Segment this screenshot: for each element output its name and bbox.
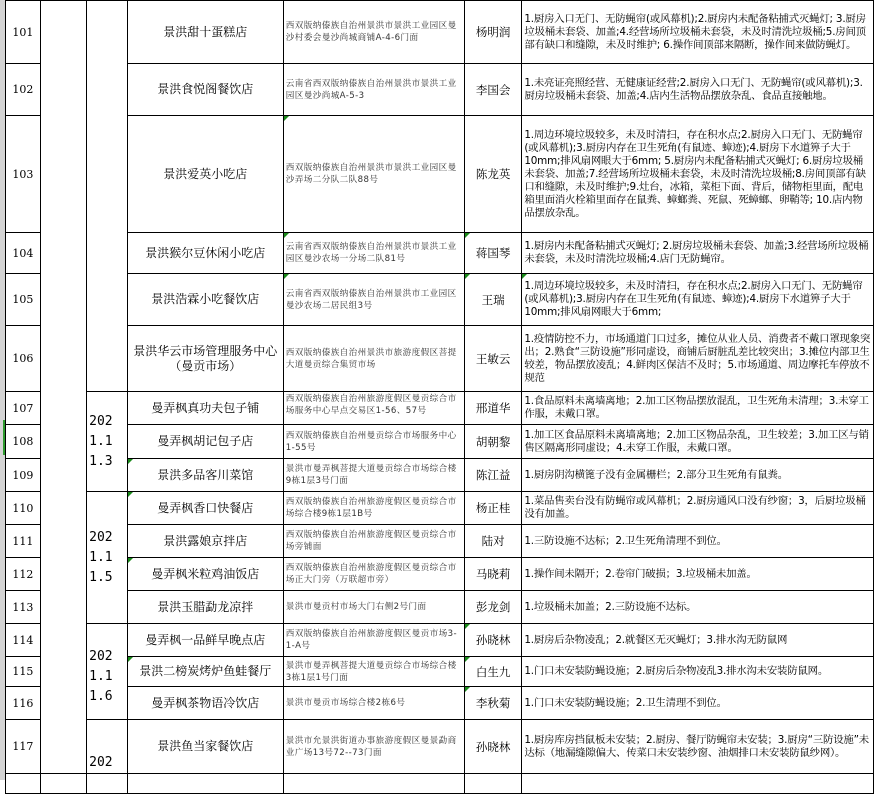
issues[interactable]: 1.周边环境垃圾较多，未及时清扫，存在积水点;2.厨房入口无门、无防蝇帘(或风幕机);3.厨房内存在卫生死角(有鼠迹、蟑迹);4.厨房下水道箅子大于10mm;排风扇网眼大于6mm; 5.厨房内未配备粘捕式灭蝇灯; 6.厨房垃圾桶未套袋、加盖;7.经营场所垃圾桶未套袋，未及时清洗垃圾桶;8.房间顶部有缺口和缝隙，未及时维护;9.灶台，冰箱，菜柜下面、背后，储物柜里面，配电箱里面消火栓箱里面存在鼠粪、蟑螂粪、死鼠、死蟑螂、卵鞘等; 10.店内物品摆放杂乱。 [522,116,874,233]
person-in-charge[interactable] [465,233,522,274]
address[interactable] [283,774,464,794]
person-text: 白生九 [475,664,511,679]
issues[interactable]: 1.厨房库房挡鼠板未安装；2.厨房、餐厅防蝇帘未安装；3.厨房“三防设施”未达标（地漏缝隙偏大、传菜口未安装纱窗、油烟排口未安装防鼠纱网）。 [522,720,874,774]
comment-marker-icon [522,274,527,279]
date-line: 1.3 [89,453,113,469]
issues[interactable]: 1.疫情防控不力，市场通道门口过多，摊位从业人员、消费者不戴口罩现象突出；2.熟食“三防设施”形同虚设，商铺后厨脏乱差比较突出；3.摊位内部卫生较差，物品摆放凌乱；4.鲜肉区保洁不及时；5.市场通道、周边摩托车停放不规范 [522,326,874,392]
issues[interactable] [522,274,874,326]
table-row [6,558,874,591]
business-name[interactable]: 景洪鱼当家餐饮店 [127,720,283,774]
person-text: 李秋菊 [475,696,511,710]
table-row [6,1,874,64]
business-name[interactable]: 景洪猴尔豆休闲小吃店 [127,233,283,274]
business-name[interactable]: 景洪爱英小吃店 [127,116,283,233]
address[interactable]: 西双版纳傣族自治州旅游度假区曼贡综合市场旁铺面 [283,525,464,558]
address[interactable] [283,274,464,326]
address-text: 云南省西双版纳傣族自治州景洪市景洪工业园区曼沙农场一分场二队81号 [285,242,457,264]
issues[interactable]: 1.垃圾桶未加盖；2.三防设施不达标。 [522,591,874,624]
date-line: 202 [89,755,113,770]
person-in-charge[interactable] [465,624,522,657]
blank-cell[interactable] [40,774,86,794]
business-name[interactable]: 曼弄枫胡记包子店 [127,425,283,459]
person-text: 蒋国琴 [475,246,511,260]
business-name[interactable]: 曼弄枫茶物语冷饮店 [127,687,283,720]
date-line: 1.1 [89,433,113,449]
issues[interactable]: 1.操作间未隔开；2.卷帘门破损；3.垃圾桶未加盖。 [522,558,874,591]
date-line: 202 [89,648,113,664]
table-row [6,492,874,525]
row-number[interactable]: 116 [6,687,41,720]
row-number[interactable] [6,774,41,794]
comment-marker-icon [128,657,133,662]
row-number[interactable]: 106 [6,326,41,392]
business-name[interactable] [127,492,283,525]
comment-marker-icon [128,492,133,497]
table-row [6,591,874,624]
row-number[interactable]: 108 [6,425,41,459]
table-row [6,657,874,687]
issues[interactable]: 1.菜品售卖台没有防蝇帘或风幕机；2.厨房通风口没有纱窗；3，后厨垃圾桶没有加盖。 [522,492,874,525]
table-row [6,459,874,492]
business-name-text: 景洪多品客川菜馆 [157,467,254,482]
person-in-charge[interactable] [465,774,522,794]
business-name[interactable]: 曼弄枫一品鲜早晚点店 [127,624,283,657]
person-in-charge[interactable]: 李国会 [465,64,522,116]
address[interactable]: 西双版纳傣族自治州曼贡综合市场服务中心1-55号 [283,425,464,459]
address[interactable] [283,116,464,233]
business-name[interactable]: 景洪玉腊勐龙凉拌 [127,591,283,624]
address[interactable]: 景洪市曼弄枫菩提大道曼贡综合市场综合楼3栋1层1号门面 [283,657,464,687]
person-in-charge[interactable] [465,687,522,720]
address[interactable]: 西双版纳傣族自治州旅游度假区曼贡综合市场正大门旁（万联超市旁） [283,558,464,591]
business-name[interactable] [127,657,283,687]
business-name-text: 曼弄枫米粒鸡油饭店 [151,566,260,581]
table-row [6,116,874,233]
comment-marker-icon [284,274,289,279]
address[interactable]: 景洪市曼贡村市场大门右侧2号门面 [283,591,464,624]
table-row [6,326,874,392]
inspection-table [5,0,874,794]
table-row [6,274,874,326]
person-in-charge[interactable]: 杨正桂 [465,492,522,525]
person-text: 孙晓林 [475,633,511,647]
issues[interactable]: 1.未亮证亮照经营、无健康证经营;2.厨房入口无门、无防蝇帘(或风幕机);3.厨房垃圾桶未套袋、加盖;4.店内生活物品摆放杂乱、食品直接触地。 [522,64,874,116]
table-row [6,64,874,116]
date-line: 202 [89,413,113,429]
inspection-date[interactable] [87,624,128,720]
person-in-charge[interactable]: 马晓莉 [465,558,522,591]
row-number[interactable]: 114 [6,624,41,657]
inspection-date[interactable] [87,392,128,492]
table-row [6,425,874,459]
issues[interactable]: 1.门口未安装防蝇设施；2.卫生清理不到位。 [522,687,874,720]
table-row [6,392,874,425]
row-number[interactable]: 117 [6,720,41,774]
business-name[interactable]: 景洪浩霖小吃餐饮店 [127,274,283,326]
inspection-date[interactable] [87,720,128,774]
comment-marker-icon [465,624,470,629]
comment-marker-icon [465,274,470,279]
row-number[interactable]: 112 [6,558,41,591]
row-number[interactable]: 107 [6,392,41,425]
address[interactable]: 西双版纳傣族自治州景洪市景洪工业园区曼沙村委会曼沙尚城商铺A-4-6门面 [283,1,464,64]
row-number[interactable]: 111 [6,525,41,558]
business-name-text: 曼弄枫香口快餐店 [157,500,254,515]
address-text: 西双版纳傣族自治州景洪市景洪工业园区曼沙弄场二分队二队88号 [285,163,457,185]
address[interactable]: 景洪市允景洪街道办事旅游度假区曼景勐商业广场13号72--73门面 [283,720,464,774]
comment-marker-icon [128,558,133,563]
row-number[interactable]: 102 [6,64,41,116]
address[interactable]: 西双版纳傣族自治州旅游度假区曼贡市场3-1-A号 [283,624,464,657]
address[interactable]: 西双版纳傣族自治州旅游度假区曼贡综合市场服务中心早点交易区1-56、57号 [283,392,464,425]
table-row [6,525,874,558]
table-row [6,720,874,774]
person-in-charge[interactable]: 孙晓林 [465,720,522,774]
person-in-charge[interactable]: 杨明润 [465,1,522,64]
date-line: 1.1 [89,549,113,565]
table-row [6,624,874,657]
business-name[interactable]: 曼弄枫真功夫包子铺 [127,392,283,425]
business-name[interactable] [127,459,283,492]
business-name[interactable]: 景洪华云市场管理服务中心（曼贡市场） [127,326,283,392]
row-number[interactable]: 115 [6,657,41,687]
comment-marker-icon [465,687,470,692]
comment-marker-icon [128,459,133,464]
person-in-charge[interactable]: 王敏云 [465,326,522,392]
issues[interactable]: 1.三防设施不达标；2.卫生死角清理不到位。 [522,525,874,558]
issues[interactable]: 1.厨房阴沟横篦子没有金属栅栏；2.部分卫生死角有鼠粪。 [522,459,874,492]
business-name-text: 景洪二榜炭烤炉鱼蛙餐厅 [139,664,272,678]
comment-marker-icon [284,116,289,121]
row-number[interactable]: 110 [6,492,41,525]
table-row-partial [6,774,874,794]
row-number[interactable]: 105 [6,274,41,326]
person-in-charge[interactable]: 彭龙剑 [465,591,522,624]
business-name[interactable]: 景洪露娘京拌店 [127,525,283,558]
date-line: 202 [89,529,113,545]
issues-text: 1.周边环境垃圾较多，未及时清扫，存在积水点;2.厨房入口无门、无防蝇帘(或风幕机);3.厨房内存在卫生死角(有鼠迹、蟑迹);4.厨房下水道箅子大于10mm;排风扇网眼大于6mm; [524,280,863,318]
person-in-charge[interactable]: 邢道华 [465,392,522,425]
date-cell-empty[interactable] [87,1,128,392]
row-number[interactable]: 101 [6,1,41,64]
address[interactable]: 西双版纳傣族自治州旅游度假区曼贡综合市场综合楼9栋1层1B号 [283,492,464,525]
person-in-charge[interactable] [465,274,522,326]
address[interactable]: 景洪市曼弄枫菩提大道曼贡综合市场综合楼9栋1层3号门面 [283,459,464,492]
issues[interactable]: 1.厨房入口无门、无防蝇帘(或风幕机);2.厨房内未配备粘捕式灭蝇灯; 3.厨房垃圾桶未套袋、加盖;4.经营场所垃圾桶未套袋，未及时清洗垃圾桶;5.房间顶部有缺口和缝隙，未及时维护; 6.操作间顶部来隔断，操作间来做防蝇灯。 [522,1,874,64]
business-name[interactable] [127,774,283,794]
comment-marker-icon [284,233,289,238]
person-in-charge[interactable]: 陈龙英 [465,116,522,233]
business-name[interactable]: 景洪食悦阁餐饮店 [127,64,283,116]
row-number[interactable]: 113 [6,591,41,624]
issues[interactable]: 1.门口未安装防蝇设施；2.厨房后杂物凌乱3.排水沟未安装防鼠网。 [522,657,874,687]
issues[interactable]: 1.加工区食品原料未离墙离地；2.加工区物品杂乱，卫生较差；3.加工区与销售区隔离形同虚设；4.未穿工作服，未戴口罩。 [522,425,874,459]
address[interactable]: 景洪市曼贡市场综合楼2栋6号 [283,687,464,720]
comment-marker-icon [465,657,470,662]
table-row [6,687,874,720]
person-text: 王瑞 [481,292,505,307]
address[interactable]: 云南省西双版纳傣族自治州景洪市景洪工业园区曼沙尚城A-5-3 [283,64,464,116]
blank-merged-cell[interactable] [40,1,86,774]
issues[interactable] [522,774,874,794]
inspection-date[interactable] [87,774,128,794]
address-text: 云南省西双版纳傣族自治州景洪市工业园区曼沙农场二居民组3号 [285,288,457,311]
date-line: 1.1 [89,668,113,684]
business-name[interactable] [127,558,283,591]
issues[interactable]: 1.厨房内未配备粘捕式灭蝇灯; 2.厨房垃圾桶未套袋、加盖;3.经营场所垃圾桶未套袋，未及时清洗垃圾桶;4.店门无防蝇帘。 [522,233,874,274]
person-in-charge[interactable]: 胡朝黎 [465,425,522,459]
date-line: 1.5 [89,569,113,585]
person-in-charge[interactable]: 陆对 [465,525,522,558]
business-name[interactable]: 景洪甜十蛋糕店 [127,1,283,64]
person-in-charge[interactable]: 陈江益 [465,459,522,492]
row-number[interactable]: 109 [6,459,41,492]
person-in-charge[interactable] [465,657,522,687]
row-number[interactable]: 103 [6,116,41,233]
row-number[interactable]: 104 [6,233,41,274]
date-line: 1.6 [89,688,113,704]
table-row [6,233,874,274]
comment-marker-icon [465,233,470,238]
inspection-date[interactable] [87,492,128,624]
address[interactable] [283,233,464,274]
issues[interactable]: 1.厨房后杂物凌乱；2.就餐区无灭蝇灯；3.排水沟无防鼠网 [522,624,874,657]
address[interactable]: 西双版纳傣族自治州景洪市旅游度假区菩提大道曼贡综合集贸市场 [283,326,464,392]
issues[interactable]: 1.食品原料未离墙离地；2.加工区物品摆放混乱，卫生死角未清理；3.未穿工作服，未戴口罩。 [522,392,874,425]
